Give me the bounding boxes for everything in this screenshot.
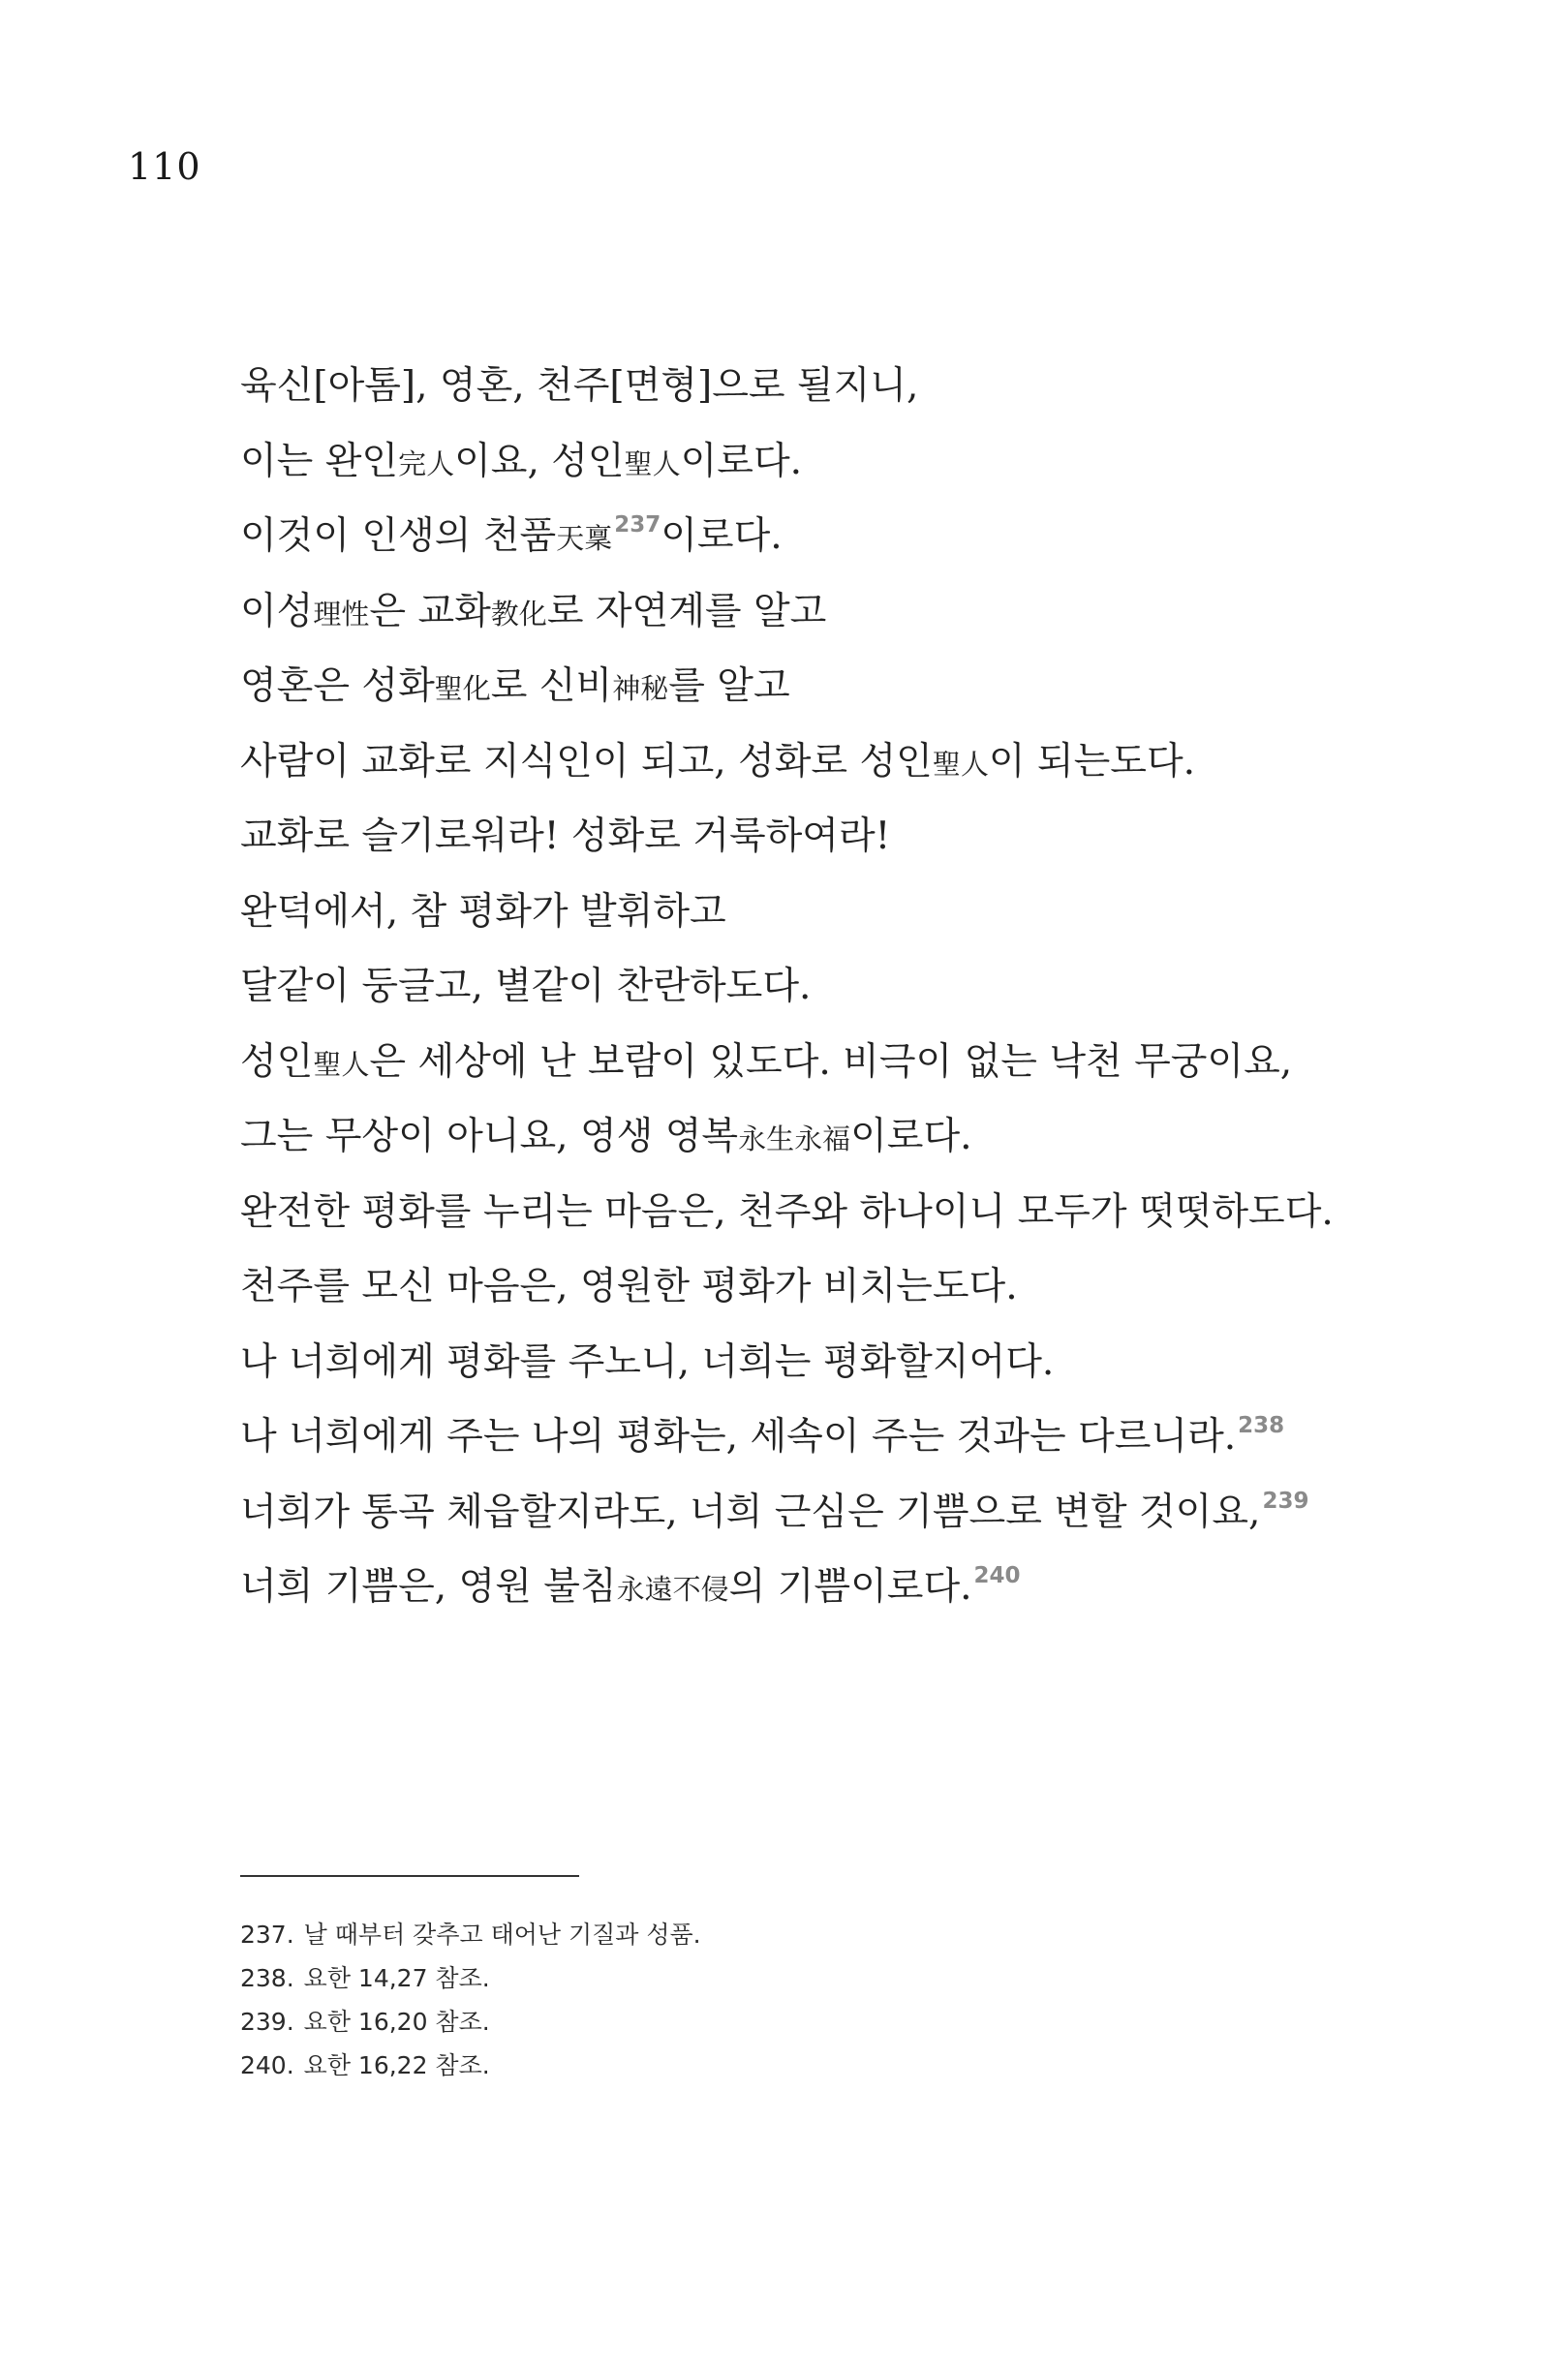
footnote xyxy=(240,1956,1306,2000)
text-line xyxy=(240,949,1422,1025)
line-text: 나 너희에게 평화를 주노니, 너희는 평화할지어다. xyxy=(240,1339,1055,1384)
footnote-text: 날 때부터 갖추고 태어난 기질과 성품. xyxy=(303,1921,701,1949)
line-text: 성인 xyxy=(240,1039,314,1084)
hanja-annotation: 理性 xyxy=(313,597,370,630)
footnote xyxy=(240,2044,1306,2087)
footnote-number: 240. xyxy=(240,2051,294,2079)
line-text: 사람이 교화로 지식인이 되고, 성화로 성인 xyxy=(240,739,933,784)
footnote xyxy=(240,1913,1306,1956)
line-text: 너희가 통곡 체읍할지라도, 너희 근심은 기쁨으로 변할 것이요, xyxy=(240,1490,1261,1534)
line-text: 이로다. xyxy=(680,439,803,483)
text-line xyxy=(240,349,1422,424)
line-text: 나 너희에게 주는 나의 평화는, 세속이 주는 것과는 다르니라. xyxy=(240,1415,1237,1459)
text-line xyxy=(240,1099,1422,1175)
line-text: 이 되는도다. xyxy=(988,739,1196,784)
line-text: 의 기쁨이로다. xyxy=(728,1565,972,1609)
text-line xyxy=(240,1025,1422,1100)
footnote-number: 239. xyxy=(240,2008,294,2036)
footnote-number: 237. xyxy=(240,1921,294,1949)
text-line xyxy=(240,649,1422,724)
line-text: 완전한 평화를 누리는 마음은, 천주와 하나이니 모두가 떳떳하도다. xyxy=(240,1189,1334,1234)
line-text: 로 신비 xyxy=(490,664,613,708)
text-line xyxy=(240,424,1422,500)
line-text: 달같이 둥글고, 별같이 찬란하도다. xyxy=(240,965,812,1008)
text-line xyxy=(240,1550,1422,1625)
line-text: 이것이 인생의 천품 xyxy=(240,514,557,558)
hanja-annotation: 天稟 xyxy=(556,522,613,555)
footnote-reference: 238 xyxy=(1238,1413,1285,1438)
text-line xyxy=(240,1475,1422,1551)
hanja-annotation: 聖人 xyxy=(313,1047,370,1081)
hanja-annotation: 聖人 xyxy=(932,747,989,781)
line-text: 천주를 모신 마음은, 영원한 평화가 비치는도다. xyxy=(240,1265,1018,1308)
footnote-number: 238. xyxy=(240,1964,294,1992)
line-text: 이로다. xyxy=(661,514,783,558)
footnote-reference: 237 xyxy=(614,512,661,538)
line-text: 육신[아톰], 영혼, 천주[면형]으로 될지니, xyxy=(240,364,919,408)
line-text: 이요, 성인 xyxy=(454,439,625,483)
text-line xyxy=(240,499,1422,574)
hanja-annotation: 神秘 xyxy=(612,672,669,705)
footnote-reference: 239 xyxy=(1262,1488,1309,1514)
hanja-annotation: 聖人 xyxy=(624,446,681,480)
footnote-reference: 240 xyxy=(973,1563,1021,1588)
footnote-text: 요한 16,20 참조. xyxy=(303,2008,490,2036)
line-text: 완덕에서, 참 평화가 발휘하고 xyxy=(240,889,726,934)
hanja-annotation: 永遠不侵 xyxy=(616,1573,729,1606)
line-text: 교화로 슬기로워라! 성화로 거룩하여라! xyxy=(240,815,891,858)
text-line xyxy=(240,1399,1422,1475)
text-line xyxy=(240,1249,1422,1325)
line-text: 그는 무상이 아니요, 영생 영복 xyxy=(240,1115,739,1158)
line-text: 를 알고 xyxy=(668,664,790,708)
footnotes xyxy=(240,1913,1306,2087)
text-line xyxy=(240,1175,1422,1250)
text-line xyxy=(240,724,1422,800)
line-text: 너희 기쁨은, 영원 불침 xyxy=(240,1565,617,1609)
footnote-divider xyxy=(240,1875,579,1877)
line-text: 이성 xyxy=(240,589,314,633)
line-text: 로 자연계를 알고 xyxy=(546,589,827,633)
line-text: 은 세상에 난 보람이 있도다. 비극이 없는 낙천 무궁이요, xyxy=(369,1039,1293,1084)
poem-body xyxy=(240,349,1422,1625)
hanja-annotation: 教化 xyxy=(490,597,547,630)
line-text: 이로다. xyxy=(850,1115,972,1158)
footnote-text: 요한 14,27 참조. xyxy=(303,1964,490,1992)
footnote xyxy=(240,2000,1306,2044)
text-line xyxy=(240,875,1422,950)
hanja-annotation: 聖化 xyxy=(434,672,491,705)
text-line xyxy=(240,574,1422,650)
line-text: 영혼은 성화 xyxy=(240,664,435,708)
hanja-annotation: 永生永福 xyxy=(738,1122,851,1155)
line-text: 이는 완인 xyxy=(240,439,399,483)
line-text: 은 교화 xyxy=(369,589,491,633)
text-line xyxy=(240,1325,1422,1400)
hanja-annotation: 完人 xyxy=(398,446,455,480)
page-number: 110 xyxy=(128,145,201,188)
footnote-text: 요한 16,22 참조. xyxy=(303,2051,490,2079)
text-line xyxy=(240,799,1422,875)
